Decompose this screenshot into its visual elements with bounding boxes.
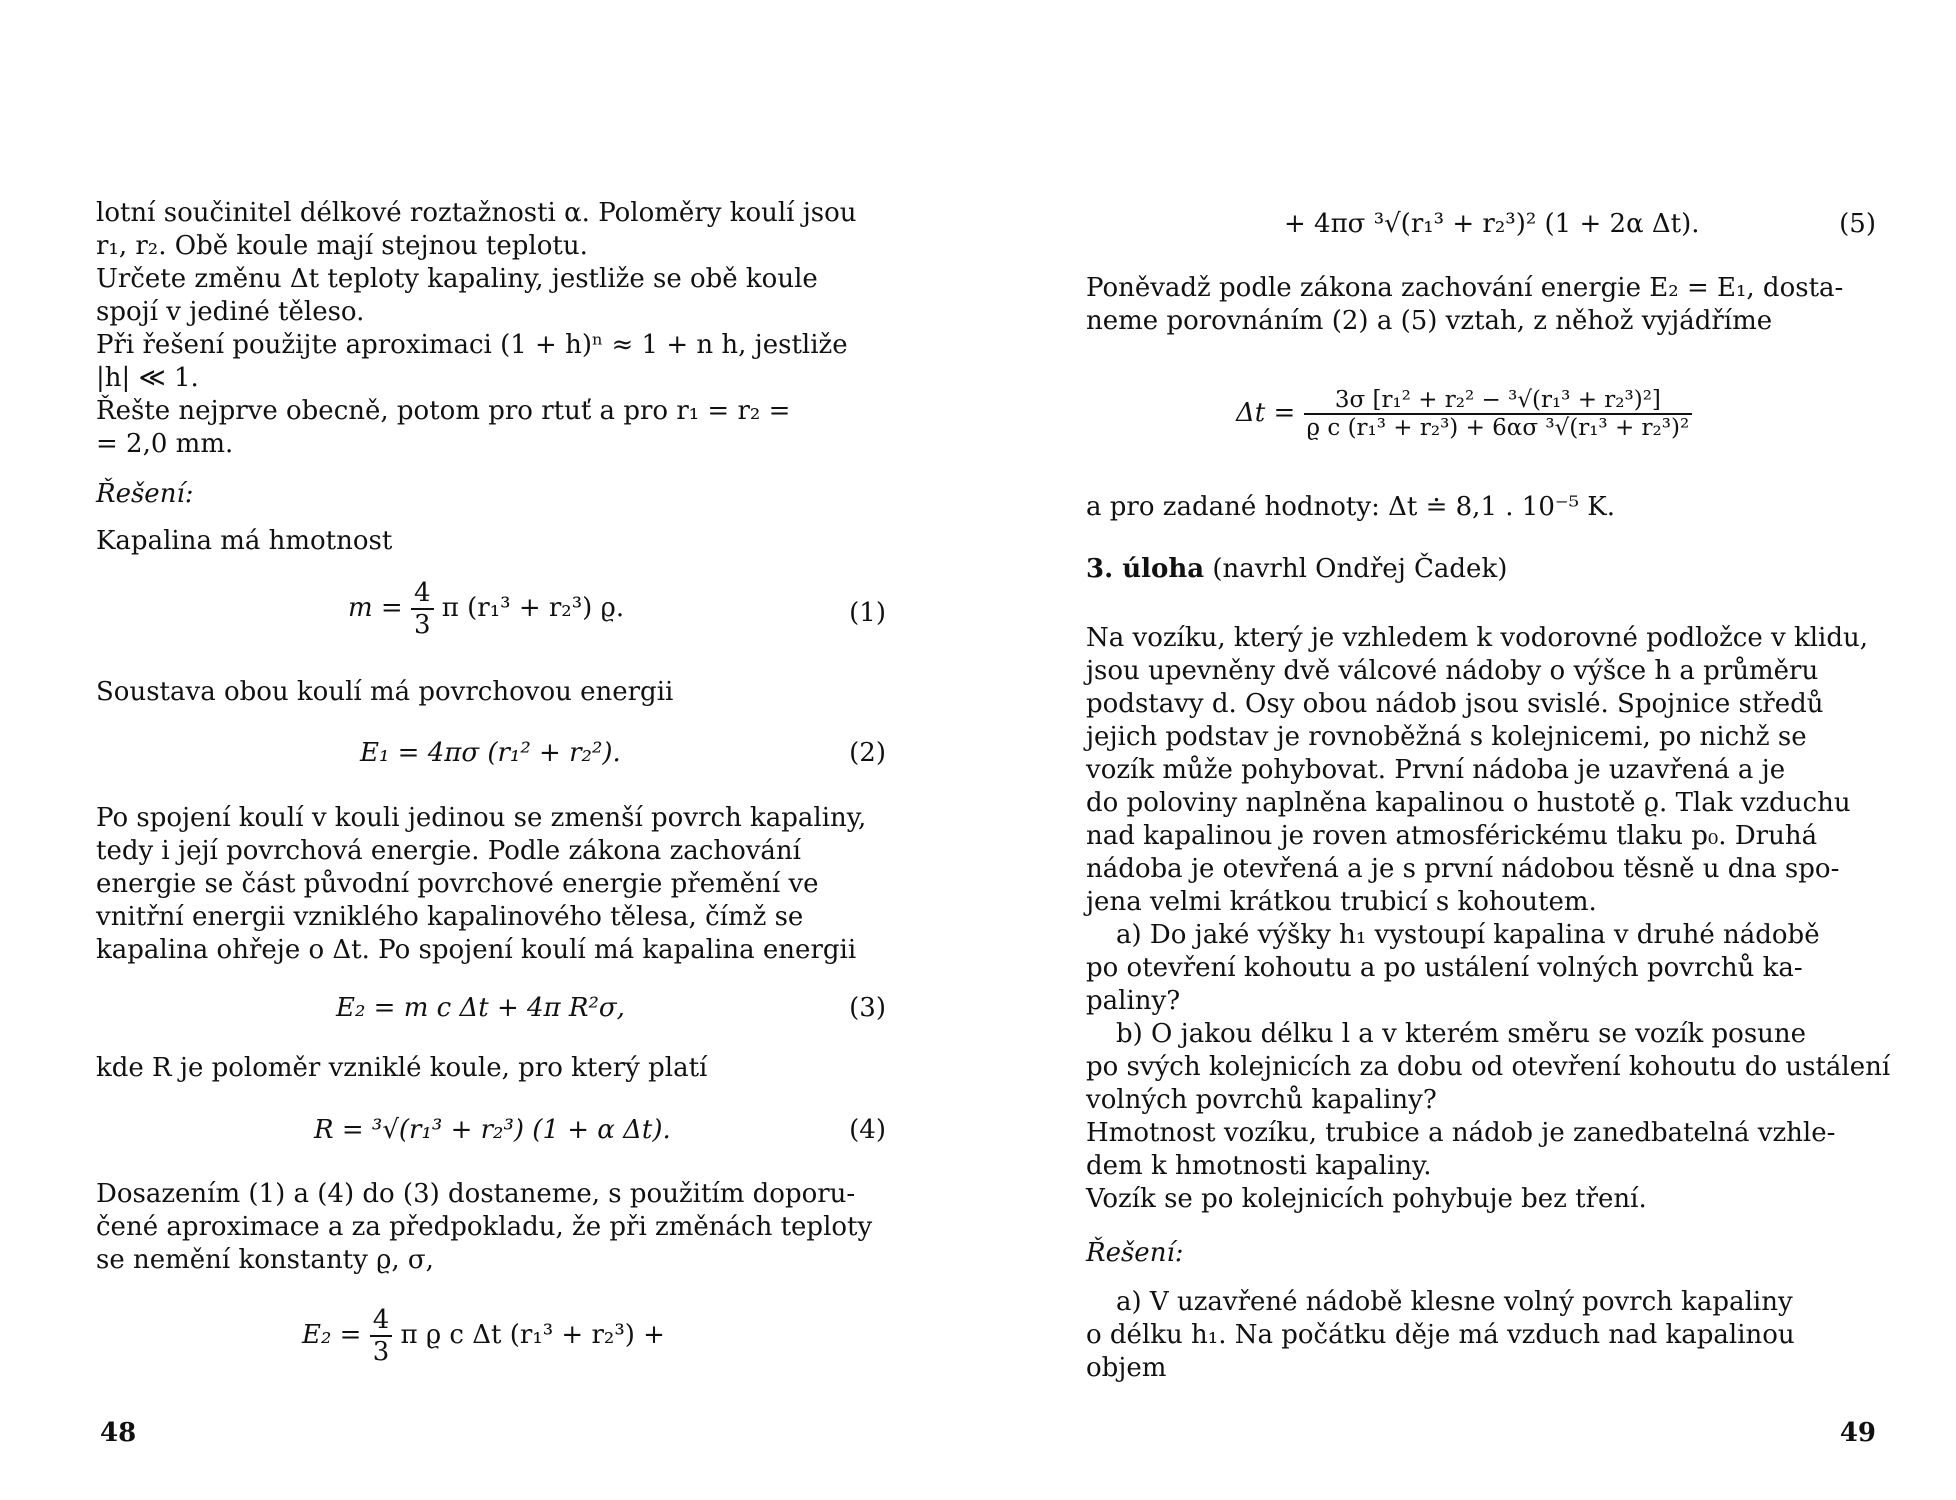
equation-number: (5) (1839, 209, 1876, 239)
text-line: Na vozíku, který je vzhledem k vodorovné podložce v klidu, (1086, 623, 1869, 653)
result-values: a pro zadané hodnoty: Δt ≐ 8,1 . 10⁻⁵ K. (1086, 492, 1615, 522)
paragraph (96, 802, 886, 967)
equation-6 (1086, 373, 1876, 463)
task-description (1086, 622, 1876, 919)
equation-text: E₂ = m c Δt + 4π R²σ, (336, 993, 625, 1023)
fraction (1304, 387, 1693, 441)
equation-number: (4) (849, 1115, 886, 1145)
assumptions (1086, 1117, 1876, 1216)
text-line: volných povrchů kapaliny? (1086, 1085, 1437, 1115)
equation-4 (96, 1115, 886, 1175)
text-line: nádoba je otevřená a je s první nádobou těsně u dna spo- (1086, 854, 1840, 884)
task-author: (navrhl Ondřej Čadek) (1204, 554, 1508, 584)
text-line: Při řešení použijte aproximaci (1 + h)ⁿ ≈ 1 + n h, jestliže (96, 330, 848, 360)
paragraph: Soustava obou koulí má povrchovou energii (96, 677, 674, 707)
equation-3 (96, 993, 886, 1053)
text-line: objem (1086, 1353, 1167, 1383)
equation-5-end (1086, 209, 1876, 269)
task-heading (1086, 553, 1876, 586)
text-line: jena velmi krátkou trubicí s kohoutem. (1086, 887, 1597, 917)
text-line: dem k hmotnosti kapaliny. (1086, 1151, 1432, 1181)
text-line: spojí v jediné těleso. (96, 297, 365, 327)
equation-5-start (96, 1305, 886, 1365)
equation-text: R = ³√(r₁³ + r₂³) (1 + α Δt). (314, 1115, 671, 1145)
text-line: Vozík se po kolejnicích pohybuje bez tření. (1086, 1184, 1647, 1214)
problem-statement (96, 197, 886, 461)
text-line: čené aproximace a za předpokladu, že při změnách teploty (96, 1212, 873, 1242)
text-line: tedy i její povrchová energie. Podle zákona zachování (96, 836, 801, 866)
text-line: Dosazením (1) a (4) do (3) dostaneme, s použitím doporu- (96, 1179, 856, 1209)
eq-lhs: Δt = (1236, 398, 1304, 428)
text-line: jsou upevněny dvě válcové nádoby o výšce h a průměru (1086, 656, 1819, 686)
text-line: Po spojení koulí v kouli jedinou se zmenší povrch kapaliny, (96, 803, 867, 833)
frac-numerator: 4 (411, 578, 434, 610)
equation-1 (96, 578, 886, 638)
left-page (96, 0, 886, 1500)
frac-denominator: ϱ c (r₁³ + r₂³) + 6ασ ³√(r₁³ + r₂³)² (1306, 415, 1690, 441)
eq-rhs: π ϱ c Δt (r₁³ + r₂³) + (392, 1320, 665, 1350)
fraction (411, 578, 434, 640)
frac-numerator: 3σ [r₁² + r₂² − ³√(r₁³ + r₂³)²] (1304, 387, 1693, 415)
equation-number: (1) (849, 598, 886, 628)
page-number: 48 (100, 1418, 137, 1448)
paragraph: Kapalina má hmotnost (96, 526, 393, 556)
text-line: podstavy d. Osy obou nádob jsou svislé. Spojnice středů (1086, 689, 1824, 719)
text-line: Určete změnu Δt teploty kapaliny, jestliže se obě koule (96, 264, 818, 294)
text-line: po otevření kohoutu a po ustálení volných povrchů ka- (1086, 953, 1803, 983)
frac-denominator: 3 (372, 1337, 390, 1367)
text-line: po svých kolejnicích za dobu od otevření kohoutu do ustálení (1086, 1052, 1891, 1082)
text-line: se nemění konstanty ϱ, σ, (96, 1245, 434, 1275)
paragraph: kde R je poloměr vzniklé koule, pro který platí (96, 1053, 708, 1083)
text-line: r₁, r₂. Obě koule mají stejnou teplotu. (96, 231, 588, 261)
equation-text: E₁ = 4πσ (r₁² + r₂²). (360, 738, 621, 768)
equation-2 (96, 738, 886, 798)
equation-number: (3) (849, 993, 886, 1023)
frac-denominator: 3 (413, 610, 431, 640)
text-line: |h| ≪ 1. (96, 363, 199, 393)
page-number: 49 (1839, 1418, 1876, 1448)
paragraph (96, 1178, 886, 1277)
right-page (1086, 0, 1891, 1500)
text-line: Řešte nejprve obecně, potom pro rtuť a pro r₁ = r₂ = (96, 396, 791, 426)
text-line: Hmotnost vozíku, trubice a nádob je zanedbatelná vzhle- (1086, 1118, 1836, 1148)
eq-rhs: π (r₁³ + r₂³) ϱ. (433, 593, 625, 623)
text-line: do poloviny naplněna kapalinou o hustotě ϱ. Tlak vzduchu (1086, 788, 1851, 818)
question-a (1086, 919, 1876, 1018)
equation-text: + 4πσ ³√(r₁³ + r₂³)² (1 + 2α Δt). (1284, 209, 1700, 239)
text-line: Poněvadž podle zákona zachování energie E₂ = E₁, dosta- (1086, 273, 1844, 303)
text-line: jejich podstav je rovnoběžná s kolejnicemi, po nichž se (1086, 722, 1807, 752)
equation-number: (2) (849, 738, 886, 768)
text-line: paliny? (1086, 986, 1181, 1016)
paragraph (1086, 272, 1876, 338)
eq-lhs: m = (348, 593, 411, 623)
text-line: o délku h₁. Na počátku děje má vzduch nad kapalinou (1086, 1320, 1795, 1350)
question-b (1086, 1018, 1891, 1117)
solution-heading: Řešení: (1086, 1238, 1184, 1268)
text-line: = 2,0 mm. (96, 429, 234, 459)
text-line: kapalina ohřeje o Δt. Po spojení koulí má kapalina energii (96, 935, 857, 965)
text-line: a) V uzavřené nádobě klesne volný povrch kapaliny (1116, 1287, 1793, 1317)
solution-text (1086, 1286, 1876, 1385)
text-line: neme porovnáním (2) a (5) vztah, z něhož vyjádříme (1086, 306, 1773, 336)
text-line: lotní součinitel délkové roztažnosti α. Poloměry koulí jsou (96, 198, 857, 228)
text-line: vnitřní energii vzniklého kapalinového tělesa, čímž se (96, 902, 804, 932)
frac-numerator: 4 (370, 1305, 393, 1337)
text-line: nad kapalinou je roven atmosférickému tlaku p₀. Druhá (1086, 821, 1818, 851)
task-title: 3. úloha (1086, 554, 1205, 584)
fraction (370, 1305, 393, 1367)
solution-heading: Řešení: (96, 479, 194, 509)
eq-lhs: E₂ = (302, 1320, 370, 1350)
text-line: vozík může pohybovat. První nádoba je uzavřená a je (1086, 755, 1786, 785)
text-line: a) Do jaké výšky h₁ vystoupí kapalina v druhé nádobě (1116, 920, 1820, 950)
text-line: b) O jakou délku l a v kterém směru se vozík posune (1116, 1019, 1807, 1049)
text-line: energie se část původní povrchové energie přemění ve (96, 869, 819, 899)
